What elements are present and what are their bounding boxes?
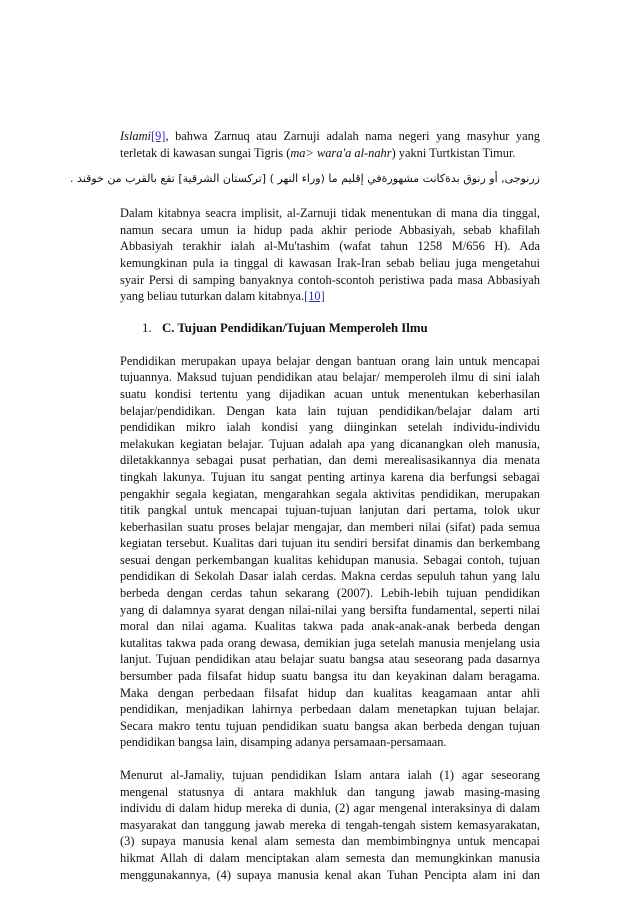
paragraph-line: keberhasilan suatu proses belajar mengajar, dan memberi nilai (sifat) pada semua bbox=[120, 519, 540, 534]
intro-line-1: Islami[9], bahwa Zarnuq atau Zarnuji adalah nama negeri yang masyhur yang bbox=[120, 129, 540, 143]
paragraph-line: kutalitas takwa pada orang dewasa, demikian juga setelah manusia menjelang usia bbox=[120, 635, 540, 650]
paragraph-line: pendidikan bangsa lain, disamping adanya persamaan-persamaan. bbox=[120, 735, 447, 750]
paragraph-line: yang beliau tuturkan dalam kitabnya.[10] bbox=[120, 289, 325, 304]
paragraph-line: tingkah lakunya. Tujuan itu sangat penting artinya karena dia berfungsi sebagai bbox=[120, 469, 540, 484]
paragraph-3 bbox=[120, 767, 540, 883]
paragraph-line: Maka dengan perbedaan filsafat hidup dan kualitas keagamaan antar ahli bbox=[120, 685, 540, 700]
paragraph-line: berbeda dengan cerdas tahun sekarang (2007). Lebih-lebih tujuan pendidikan bbox=[120, 586, 540, 601]
paragraph-2 bbox=[120, 353, 540, 751]
paragraph-line: Pendidikan merupakan upaya belajar dengan bantuan orang lain untuk mencapai bbox=[120, 353, 540, 368]
paragraph-line: melakukan kegiatan belajar. Tujuan adalah apa yang dicanangkan oleh manusia, bbox=[120, 436, 540, 451]
paragraph-line: yang di dalamnya syarat dengan nilai-nilai yang bersifta fundamental, seperti nilai bbox=[120, 602, 540, 617]
paragraph-line: syair Persi di samping banyaknya contoh-scontoh peristiwa pada masa Abbasiyah bbox=[120, 272, 540, 287]
footnote-link-10[interactable]: [10] bbox=[304, 289, 325, 304]
paragraph-line: kegiatan tersebut. Kualitas dari tujuan itu sendiri bersifat dinamis dan berkembang bbox=[120, 536, 540, 551]
paragraph-line: individu di dalam hidup mereka di dunia, (2) agar mengenal interaksinya di dalam bbox=[120, 801, 540, 816]
paragraph-line: sesuai dengan perkembangan kualitas kehidupan manusia. Sebagai contoh, tujuan bbox=[120, 552, 540, 567]
paragraph-line: titik pangkal untuk mencapai tujuan-tujuan lanjutan dari pertama, tolok ukur bbox=[120, 503, 540, 518]
paragraph-line: Abbasiyah terakhir ialah al-Mu'tashim (wafat tahun 1258 M/656 H). Ada bbox=[120, 239, 540, 254]
paragraph-line: pendidikan mikro ialah kondisi yang diinginkan setelah individu-individu bbox=[120, 420, 540, 435]
paragraph-1 bbox=[120, 205, 540, 305]
paragraph-line: namun secara umun ia hidup pada akhir periode Abbasiyah, sebab khafilah bbox=[120, 222, 540, 237]
italic-term: ma> wara'a al-nahr bbox=[290, 145, 392, 160]
paragraph-line: diletakkannya sebagai pusat perhatian, dan demi merealisasikannya dia menata bbox=[120, 453, 540, 468]
paragraph-line: pengakhir segala kegiatan, mengarahkan segala aktivitas pendidikan, merupakan bbox=[120, 486, 540, 501]
paragraph-line: tujuannya. Maksud tujuan pendidikan atau belajar/ memperoleh ilmu di sini ialah bbox=[120, 370, 540, 385]
section-heading bbox=[120, 319, 540, 337]
paragraph-line: Secara makro tentu tujuan pendidikan suatu bangsa akan berbeda dengan tujuan bbox=[120, 718, 540, 733]
paragraph-line: lanjut. Tujuan pendidikan atau belajar suatu bangsa atau seseorang pada dasarnya bbox=[120, 652, 540, 667]
paragraph-line: bersumber pada filsafat hidup suatu bangsa itu dan keyakinan dalam beragama. bbox=[120, 669, 540, 684]
paragraph-line: menggunakannya, (4) supaya manusia kenal akan Tuhan Pencipta alam ini dan bbox=[120, 867, 540, 882]
paragraph-line: belajar/pendidikan. Dengan kata lain tujuan pendidikan/belajar dalam arti bbox=[120, 403, 540, 418]
paragraph-line: (3) supaya manusia kenal alam semesta dan membimbingnya untuk mencapai bbox=[120, 834, 540, 849]
paragraph-line: moral dan nilai agama. Kualitas takwa pada anak-anak-anak berbeda dengan bbox=[120, 619, 540, 634]
paragraph-line: pendidikan di Sekolah Dasar ialah cerdas. Makna cerdas sepuluh tahun yang lalu bbox=[120, 569, 540, 584]
document-page bbox=[70, 128, 540, 883]
paragraph-line: mengenal statusnya di antara makhluk dan tangung jawab masing-masing bbox=[120, 784, 540, 799]
paragraph-line: hikmat Allah di dalam menciptakan alam semesta dan memungkinkan manusia bbox=[120, 850, 540, 865]
intro-line-2: terletak di kawasan sungai Tigris (ma> wara'a al-nahr) yakni Turtkistan Timur. bbox=[120, 145, 516, 160]
paragraph-line: kemungkinan pula ia tinggal di kawasan Irak-Iran sebab beliau juga mengetahui bbox=[120, 255, 540, 270]
paragraph-line: Dalam kitabnya seacra implisit, al-Zarnuji tidak menentukan di mana dia tinggal, bbox=[120, 206, 540, 221]
heading-number: 1. bbox=[142, 320, 152, 335]
arabic-text: زرنوجى, أو رنوق بدةكانت مشهورةفي إقليم ما (وراء النهر ) [تركستان الشرقية] تقع بالقرب من خوقند . bbox=[70, 172, 540, 186]
paragraph-line: pendidikan, menjadikan lahirnya perbedaan dalam menetapkan tujuan belajar. bbox=[120, 702, 540, 717]
paragraph-line: Menurut al-Jamaliy, tujuan pendidikan Islam antara ialah (1) agar seseorang bbox=[120, 768, 540, 782]
paragraph-line: suatu kondisi tertentu yang dijadikan acuan untuk menentukan keberhasilan bbox=[120, 386, 540, 401]
footnote-link-9[interactable]: [9] bbox=[150, 129, 166, 143]
italic-term: Islami bbox=[120, 129, 151, 143]
paragraph-line: masyarakat dan tanggung jawab mereka di tengah-tengah sistem kemasyarakatan, bbox=[120, 817, 540, 832]
heading-text: C. Tujuan Pendidikan/Tujuan Memperoleh Ilmu bbox=[162, 320, 428, 335]
